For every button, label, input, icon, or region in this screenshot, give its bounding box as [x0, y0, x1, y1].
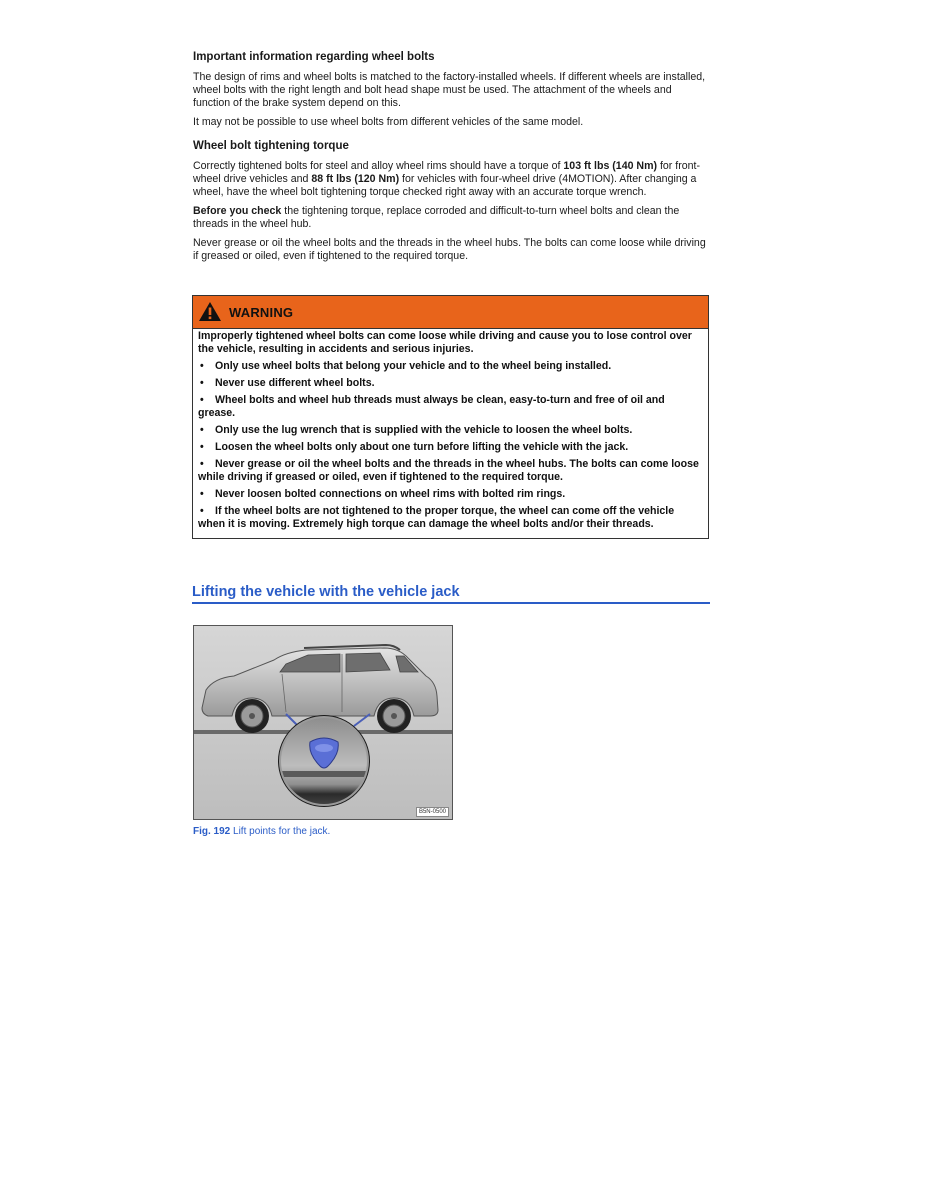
figure-code: B5N-0500 [416, 807, 449, 817]
figure-lift-points [193, 625, 453, 820]
warning-item: • Loosen the wheel bolts only about one turn before lifting the vehicle with the jack. [200, 441, 629, 453]
warning-triangle-icon [199, 302, 221, 321]
warning-item: • Never use different wheel bolts. [200, 377, 375, 389]
section-heading-lifting: Lifting the vehicle with the vehicle jack [192, 584, 710, 604]
warning-intro: Improperly tightened wheel bolts can come loose while driving and cause you to lose control over the vehicle, resulting in accidents and serious injuries. [198, 330, 692, 355]
car-lift-points-illustration [194, 626, 452, 819]
warning-item: • Never grease or oil the wheel bolts and the threads in the wheel hubs. The bolts can come loose while driving if greased or oiled, even if tightened to the required torque. [198, 458, 699, 483]
warning-item: • If the wheel bolts are not tightened to the proper torque, the wheel can come off the vehicle when it is moving. Extremely high torque can damage the wheel bolts and/or their threads. [198, 505, 675, 530]
figure-caption: Fig. 192 Lift points for the jack. [193, 826, 331, 837]
warning-header [193, 296, 708, 329]
warning-box [192, 295, 709, 539]
warning-item: • Only use wheel bolts that belong your vehicle and to the wheel being installed. [200, 360, 612, 372]
warning-title: WARNING [229, 304, 294, 320]
warning-item: • Never loosen bolted connections on wheel rims with bolted rim rings. [200, 488, 566, 500]
warning-item: • Wheel bolts and wheel hub threads must always be clean, easy-to-turn and free of oil and grease. [198, 394, 665, 419]
bolts-info-para2: It may not be possible to use wheel bolts from different vehicles of the same model. [193, 116, 584, 128]
torque-para1: Correctly tightened bolts for steel and alloy wheel rims should have a torque of 103 ft lbs (140 Nm) for front-wheel drive vehicles and 88 ft lbs (120 Nm) for vehicles with four-wheel drive (4MOTION). After changing a wheel, have the wheel bolt tightening torque checked right away with an accurate torque wrench. [193, 160, 701, 198]
torque-para2: Before you check the tightening torque, replace corroded and difficult-to-turn wheel bolts and clean the threads in the wheel hub. [193, 205, 680, 230]
warning-body [193, 329, 708, 538]
bolts-info-para1: The design of rims and wheel bolts is matched to the factory-installed wheels. If different wheels are installed, wheel bolts with the right length and bolt head shape must be used. The attachment of the wheels and function of the brake system depend on this. [193, 71, 706, 109]
torque-heading: Wheel bolt tightening torque [193, 140, 349, 152]
bolts-info-heading: Important information regarding wheel bolts [193, 51, 435, 63]
main-content [193, 50, 711, 269]
warning-item: • Only use the lug wrench that is supplied with the vehicle to loosen the wheel bolts. [200, 424, 633, 436]
torque-para3: Never grease or oil the wheel bolts and the threads in the wheel hubs. The bolts can come loose while driving if greased or oiled, even if tightened to the required torque. [193, 237, 706, 262]
